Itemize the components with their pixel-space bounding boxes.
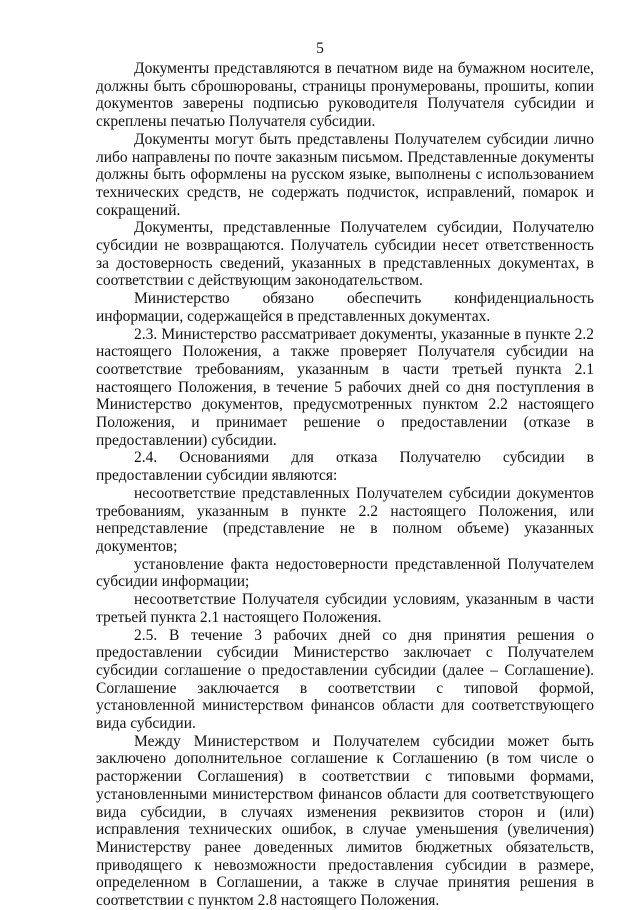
paragraph-refusal-ground-2: установление факта недостоверности представленной Получателем субсидии информации; bbox=[96, 555, 594, 591]
paragraph-additional-agreement: Между Министерством и Получателем субсидии может быть заключено дополнительное соглашение к Соглашению (в том числе о расторжении Соглашения) в соответствии с типовыми формами, установленными министерством финансов области для соответствующего вида субсидии, в случаях изменения реквизитов сторон и (или) исправления технических ошибок, в случае уменьшения (увеличения) Министерству ранее доведенных лимитов бюджетных обязательств, приводящего к невозможности предоставления субсидии в размере, определенном в Соглашении, а также в случае принятия решения в соответствии с пунктом 2.8 настоящего Положения. bbox=[96, 732, 594, 910]
paragraph-refusal-ground-3: несоответствие Получателя субсидии условиям, указанным в части третьей пункта 2.1 настоящего Положения. bbox=[96, 591, 594, 626]
page-number: 5 bbox=[316, 40, 324, 57]
paragraph-clause-2-4: 2.4. Основаниями для отказа Получателю субсидии в предоставлении субсидии являются: bbox=[96, 449, 594, 485]
paragraph-documents-not-returned: Документы, представленные Получателем субсидии, Получателю субсидии не возвращаются. Получатель субсидии несет ответственность за достоверность сведений, указанных в представленных документах, в соответствии с действующим законодательством. bbox=[96, 219, 594, 290]
paragraph-documents-submission: Документы могут быть представлены Получателем субсидии лично либо направлены по почте заказным письмом. Представленные документы должны быть оформлены на русском языке, выполнены с использованием технических средств, не содержать подчисток, исправлений, помарок и сокращений. bbox=[96, 130, 594, 219]
paragraph-clause-2-3: 2.3. Министерство рассматривает документы, указанные в пункте 2.2 настоящего Положения, а также проверяет Получателя субсидии на соответствие требованиям, указанным в части третьей пункта 2.1 настоящего Положения, в течение 5 рабочих дней со дня поступления в Министерство документов, предусмотренных пунктом 2.2 настоящего Положения, и принимает решение о предоставлении (отказе в предоставлении) субсидии. bbox=[96, 325, 594, 449]
paragraph-confidentiality: Министерство обязано обеспечить конфиденциальность информации, содержащейся в представленных документах. bbox=[96, 290, 594, 325]
document-body bbox=[96, 60, 594, 910]
paragraph-documents-format: Документы представляются в печатном виде на бумажном носителе, должны быть сброшюрованы, страницы пронумерованы, прошиты, копии документов заверены подписью руководителя Получателя субсидии и скреплены печатью Получателя субсидии. bbox=[96, 60, 594, 131]
paragraph-clause-2-5: 2.5. В течение 3 рабочих дней со дня принятия решения о предоставлении субсидии Министерство заключает с Получателем субсидии соглашение о предоставлении субсидии (далее – Соглашение). Соглашение заключается в соответствии с типовой формой, установленной министерством финансов области для соответствующего вида субсидии. bbox=[96, 626, 594, 733]
paragraph-refusal-ground-1: несоответствие представленных Получателем субсидии документов требованиям, указанным в пункте 2.2 настоящего Положения, или непредставление (представление не в полном объеме) указанных документов; bbox=[96, 484, 594, 555]
